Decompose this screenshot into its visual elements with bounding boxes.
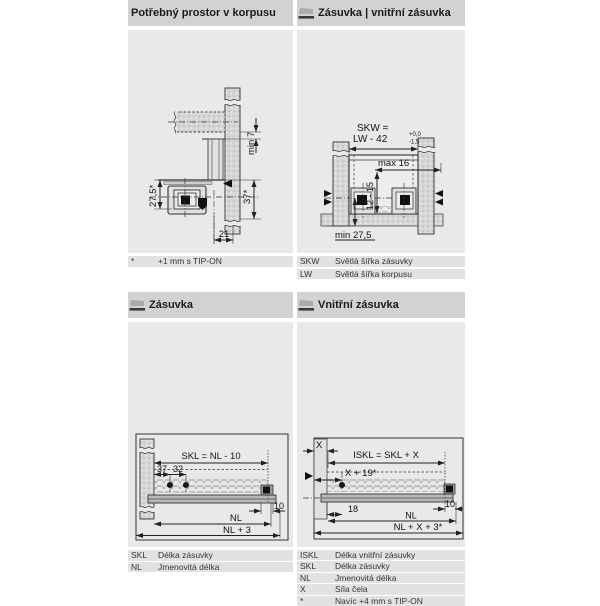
label-18: 18: [348, 504, 358, 514]
legend-desc: Jmenovitá délka: [335, 573, 465, 584]
dim-x: [303, 440, 338, 451]
legend-desc: Navíc +4 mm s TIP-ON: [335, 596, 465, 606]
section-header-inner-drawer: [297, 292, 465, 318]
legend-row: [128, 550, 293, 561]
label-37: 37*: [242, 189, 253, 204]
dim-18: [327, 502, 358, 518]
section-title: Potřebný prostor v korpusu: [128, 7, 276, 19]
label-nl3: NL + 3: [223, 525, 251, 536]
legend-row: [297, 596, 465, 606]
label-iskl: ISKL = SKL + X: [353, 450, 420, 461]
section-title: Zásuvka | vnitřní zásuvka: [315, 7, 451, 19]
section-title: Vnitřní zásuvka: [315, 299, 399, 311]
footnote-row: [128, 256, 293, 267]
legend-term: SKL: [297, 561, 335, 572]
legend-term: *: [297, 596, 335, 606]
label-max16: max 16: [378, 158, 409, 169]
label-x19: X + 19*: [345, 468, 377, 479]
footnote-desc: +1 mm s TIP-ON: [158, 256, 293, 267]
legend-term: ISKL: [297, 550, 335, 561]
legend-row: [297, 256, 465, 267]
label-skw: SKW =: [357, 123, 389, 134]
dim-skw-lw: [349, 123, 422, 155]
section-header-required-space: [128, 0, 293, 26]
diagram-drawer-front-section: [297, 30, 465, 253]
dim-skl: [154, 450, 268, 502]
slide-assembly: [150, 178, 260, 244]
label-min7: min 7: [246, 132, 257, 155]
cabinet-right-panel: [417, 138, 436, 234]
label-skl: SKL = NL - 10: [181, 451, 240, 462]
inner-drawer-length-drawing: [297, 322, 465, 547]
label-nl: NL: [405, 511, 417, 521]
drawer-length-drawing: [128, 322, 293, 547]
dim-nl: [154, 503, 271, 527]
diagram-required-space-in-cabinet: [128, 30, 293, 253]
section-header-drawer: [128, 292, 293, 318]
legend-term: NL: [297, 573, 335, 584]
label-min27-5: min 27,5: [335, 230, 371, 241]
legend-desc: Síla čela: [335, 584, 465, 595]
legend-term: X: [297, 584, 335, 595]
label-tol-plus: +0,0: [409, 132, 422, 138]
label-21: 21: [219, 229, 230, 240]
label-32: 32: [173, 464, 183, 474]
legend-row: [128, 562, 293, 573]
legend-desc: Světlá šířka korpusu: [335, 269, 465, 280]
legend-row: [297, 269, 465, 280]
diagram-drawer-length: [128, 322, 293, 547]
drawer-icon: [298, 299, 315, 312]
label-12-15: 12 - 15: [365, 182, 375, 210]
drawer-front-section-drawing: [297, 30, 465, 253]
legend-row: [297, 550, 465, 561]
legend-desc: Délka zásuvky: [158, 550, 293, 561]
legend-row: [297, 561, 465, 572]
legend-term: NL: [128, 562, 158, 573]
legend-term: SKL: [128, 550, 158, 561]
label-10: 10: [445, 499, 455, 509]
legend-row: [297, 584, 465, 595]
legend-desc: Světlá šířka zásuvky: [335, 256, 465, 267]
label-nlx3: NL + X + 3*: [394, 522, 443, 533]
diagram-inner-drawer-length: [297, 322, 465, 547]
cabinet-left-panel: [332, 142, 351, 226]
required-space-drawing: [128, 30, 293, 253]
dim-nlx3: [314, 522, 463, 533]
label-37: 37: [157, 464, 167, 474]
drawer-icon: [129, 299, 146, 312]
legend-term: SKW: [297, 256, 335, 267]
drawer-icon: [298, 7, 315, 20]
legend-desc: Jmenovitá délka: [158, 562, 293, 573]
legend-term: LW: [297, 269, 335, 280]
legend-row: [297, 573, 465, 584]
legend-desc: Délka vnitřní zásuvky: [335, 550, 465, 561]
label-lw: LW - 42: [353, 134, 388, 145]
label-x: X: [316, 440, 323, 451]
section-header-drawer-inner-drawer: [297, 0, 465, 26]
cabinet-side-panel: [224, 88, 241, 234]
legend-desc: Délka zásuvky: [335, 561, 465, 572]
right-slide: [392, 183, 416, 218]
drawer-front-panel: [139, 439, 155, 519]
section-title: Zásuvka: [146, 299, 193, 311]
label-10: 10: [274, 501, 284, 511]
footnote-term: *: [128, 256, 158, 267]
label-tol-minus: -1,5: [409, 140, 420, 146]
label-nl: NL: [230, 513, 242, 524]
label-27-5: 27,5*: [148, 185, 159, 207]
